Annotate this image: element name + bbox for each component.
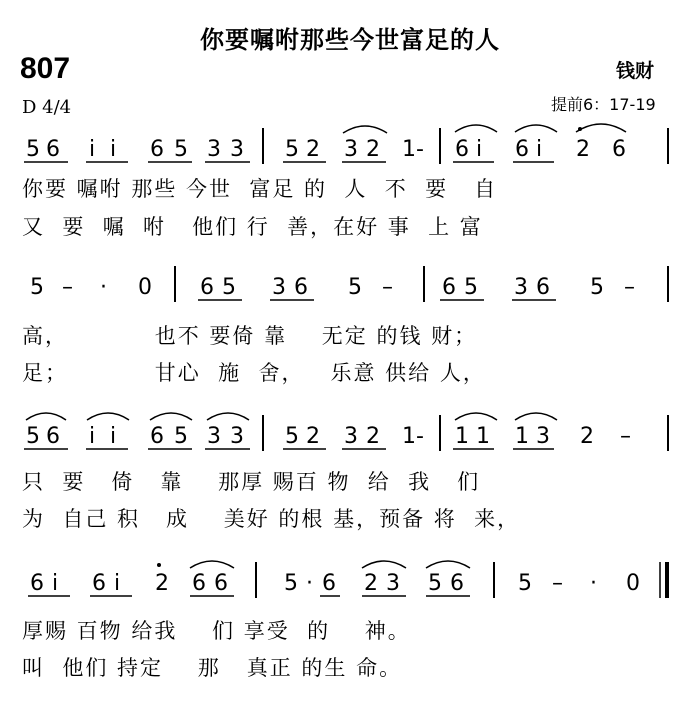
scripture-reference: 提前6：17-19 <box>551 95 656 114</box>
category-label: 钱财 <box>616 60 655 82</box>
svg-text:6: 6 <box>150 424 164 449</box>
svg-text:5: 5 <box>590 275 604 300</box>
svg-text:5: 5 <box>222 275 236 300</box>
notation-line-3 <box>24 413 668 451</box>
svg-text:·: · <box>100 275 107 300</box>
svg-text:i: i <box>114 571 121 596</box>
svg-text:3: 3 <box>207 137 221 162</box>
svg-text:2: 2 <box>306 424 320 449</box>
svg-text:6: 6 <box>200 275 214 300</box>
svg-text:6: 6 <box>192 571 206 596</box>
key-time-signature: D 4/4 <box>22 97 72 118</box>
svg-text:–: – <box>552 571 563 596</box>
svg-text:–: – <box>62 275 73 300</box>
notation-line-1 <box>24 124 668 164</box>
svg-text:1: 1 <box>476 424 490 449</box>
lyric-line-2a: 高， 也不 要倚 靠 无定 的钱 财； <box>22 324 478 348</box>
svg-text:·: · <box>590 571 597 596</box>
lyric-line-4b: 叫 他们 持定 那 真正 的生 命。 <box>22 656 403 680</box>
svg-text:6: 6 <box>455 137 469 162</box>
svg-text:5: 5 <box>285 424 299 449</box>
svg-text:0: 0 <box>626 571 640 596</box>
svg-text:–: – <box>382 275 393 300</box>
lyric-line-3b: 为 自己 积 成 美好 的根 基，预备 将 来， <box>22 507 521 531</box>
svg-text:6: 6 <box>214 571 228 596</box>
svg-text:6: 6 <box>46 137 60 162</box>
svg-text:1-: 1- <box>402 137 424 162</box>
svg-text:3: 3 <box>344 137 358 162</box>
svg-text:6: 6 <box>46 424 60 449</box>
svg-text:6: 6 <box>30 571 44 596</box>
svg-text:–: – <box>620 424 631 449</box>
svg-text:i: i <box>536 137 543 162</box>
svg-text:3: 3 <box>536 424 550 449</box>
svg-text:6: 6 <box>450 571 464 596</box>
lyric-line-1b: 又 要 嘱 咐 他们 行 善，在好 事 上 富 <box>22 215 483 239</box>
svg-text:3: 3 <box>272 275 286 300</box>
svg-text:2: 2 <box>366 137 380 162</box>
svg-text:3: 3 <box>344 424 358 449</box>
svg-text:1: 1 <box>515 424 529 449</box>
notation-line-4 <box>28 561 667 598</box>
svg-text:6: 6 <box>322 571 336 596</box>
svg-text:1: 1 <box>455 424 469 449</box>
svg-text:3: 3 <box>386 571 400 596</box>
hymn-number: 807 <box>20 52 71 85</box>
svg-text:5: 5 <box>174 424 188 449</box>
svg-text:i: i <box>110 424 117 449</box>
svg-text:5: 5 <box>26 137 40 162</box>
svg-text:6: 6 <box>536 275 550 300</box>
svg-text:2: 2 <box>366 424 380 449</box>
svg-text:2: 2 <box>306 137 320 162</box>
svg-text:1-: 1- <box>402 424 424 449</box>
svg-text:6: 6 <box>442 275 456 300</box>
svg-text:2: 2 <box>364 571 378 596</box>
svg-text:·: · <box>306 571 313 596</box>
song-title: 你要嘱咐那些今世富足的人 <box>200 26 500 54</box>
svg-text:5: 5 <box>464 275 478 300</box>
svg-text:5: 5 <box>518 571 532 596</box>
svg-text:6: 6 <box>612 137 626 162</box>
lyric-line-3a: 只 要 倚 靠 那厚 赐百 物 给 我 们 <box>22 470 481 494</box>
svg-text:5: 5 <box>284 571 298 596</box>
svg-text:6: 6 <box>294 275 308 300</box>
svg-text:–: – <box>624 275 635 300</box>
svg-text:5: 5 <box>30 275 44 300</box>
svg-text:5: 5 <box>428 571 442 596</box>
lyric-line-1a: 你要 嘱咐 那些 今世 富足 的 人 不 要 自 <box>22 177 498 201</box>
svg-text:2: 2 <box>576 137 590 162</box>
svg-text:6: 6 <box>92 571 106 596</box>
svg-text:i: i <box>89 424 96 449</box>
svg-text:3: 3 <box>207 424 221 449</box>
svg-text:5: 5 <box>348 275 362 300</box>
lyric-line-2b: 足； 甘心 施 舍， 乐意 供给 人， <box>22 361 486 385</box>
svg-text:i: i <box>89 137 96 162</box>
svg-text:3: 3 <box>230 137 244 162</box>
svg-text:2: 2 <box>155 571 169 596</box>
svg-text:i: i <box>476 137 483 162</box>
svg-text:5: 5 <box>285 137 299 162</box>
svg-text:0: 0 <box>138 275 152 300</box>
svg-text:i: i <box>52 571 59 596</box>
svg-text:2: 2 <box>580 424 594 449</box>
svg-text:6: 6 <box>150 137 164 162</box>
svg-text:6: 6 <box>515 137 529 162</box>
svg-text:3: 3 <box>514 275 528 300</box>
svg-text:3: 3 <box>230 424 244 449</box>
svg-text:5: 5 <box>174 137 188 162</box>
svg-text:5: 5 <box>26 424 40 449</box>
svg-text:i: i <box>110 137 117 162</box>
lyric-line-4a: 厚赐 百物 给我 们 享受 的 神。 <box>22 619 411 643</box>
notation-line-2 <box>30 266 668 302</box>
